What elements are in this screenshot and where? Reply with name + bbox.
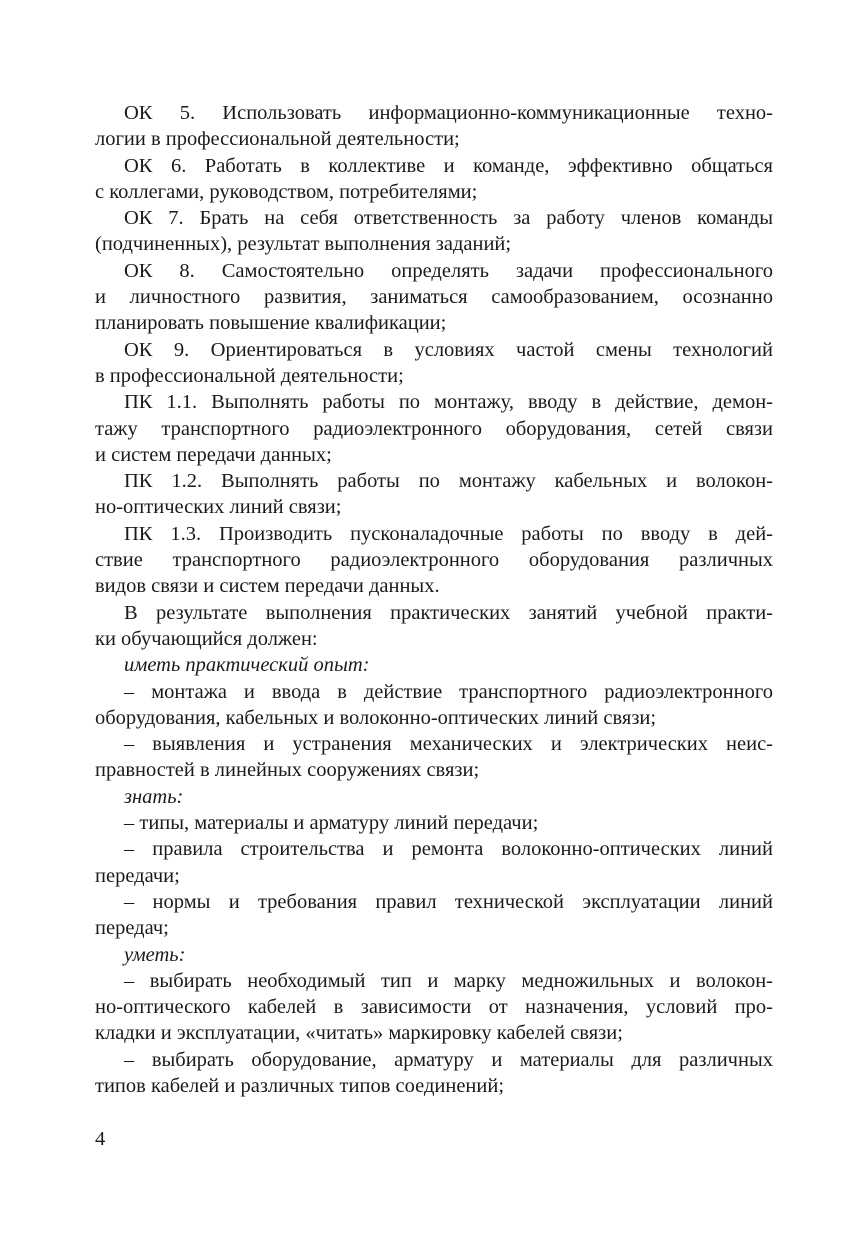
page-number: 4: [95, 1128, 106, 1150]
text-line: в профессиональной деятельности;: [95, 364, 404, 387]
text-line: кладки и эксплуатации, «читать» маркировку кабелей связи;: [95, 1022, 623, 1045]
text-line: В результате выполнения практических занятий учебной практи-: [124, 601, 773, 624]
text-line: ОК 5. Использовать информационно-коммуникационные техно-: [124, 102, 773, 124]
text-line: передач;: [95, 917, 169, 940]
text-line: ПК 1.2. Выполнять работы по монтажу кабельных и волокон-: [124, 470, 773, 493]
text-line: правностей в линейных сооружениях связи;: [95, 759, 480, 782]
text-line: видов связи и систем передачи данных.: [95, 575, 440, 598]
text-line: – нормы и требования правил технической эксплуатации линий: [124, 890, 773, 913]
text-line: ПК 1.3. Производить пусконаладочные работы по вводу в дей-: [124, 522, 773, 545]
text-line: передачи;: [95, 864, 180, 887]
text-line: ПК 1.1. Выполнять работы по монтажу, вводу в действие, демон-: [124, 391, 773, 414]
text-line: и личностного развития, заниматься самообразованием, осознанно: [95, 286, 773, 309]
section-heading: знать:: [124, 785, 184, 808]
text-line: ки обучающийся должен:: [95, 627, 318, 650]
text-line: – правила строительства и ремонта волоконно-оптических линий: [124, 838, 773, 861]
text-line: ОК 9. Ориентироваться в условиях частой смены технологий: [124, 338, 773, 361]
text-line: и систем передачи данных;: [95, 443, 332, 466]
text-line: оборудования, кабельных и волоконно-оптических линий связи;: [95, 706, 657, 729]
text-line: с коллегами, руководством, потребителями;: [95, 180, 478, 203]
text-line: – выбирать необходимый тип и марку медножильных и волокон-: [124, 969, 773, 992]
text-line: – выбирать оборудование, арматуру и материалы для различных: [124, 1048, 773, 1071]
text-line: – монтажа и ввода в действие транспортного радиоэлектронного: [124, 680, 773, 703]
section-heading: иметь практический опыт:: [124, 654, 370, 677]
text-line: но-оптического кабелей в зависимости от назначения, условий про-: [95, 996, 773, 1019]
page-body: [95, 100, 773, 1099]
section-heading: уметь:: [124, 943, 186, 966]
text-line: но-оптических линий связи;: [95, 496, 342, 519]
text-line: ОК 8. Самостоятельно определять задачи профессионального: [124, 259, 773, 282]
text-line: (подчиненных), результат выполнения заданий;: [95, 233, 512, 256]
text-line: – выявления и устранения механических и электрических неис-: [124, 733, 773, 756]
text-line: тажу транспортного радиоэлектронного оборудования, сетей связи: [95, 417, 773, 440]
text-line: логии в профессиональной деятельности;: [95, 128, 460, 151]
text-line: ОК 7. Брать на себя ответственность за работу членов команды: [124, 207, 773, 230]
text-line: – типы, материалы и арматуру линий передачи;: [124, 812, 539, 835]
text-line: ОК 6. Работать в коллективе и команде, эффективно общаться: [124, 154, 773, 177]
text-line: ствие транспортного радиоэлектронного оборудования различных: [95, 549, 773, 572]
text-line: планировать повышение квалификации;: [95, 312, 447, 335]
text-line: типов кабелей и различных типов соединений;: [95, 1074, 505, 1097]
